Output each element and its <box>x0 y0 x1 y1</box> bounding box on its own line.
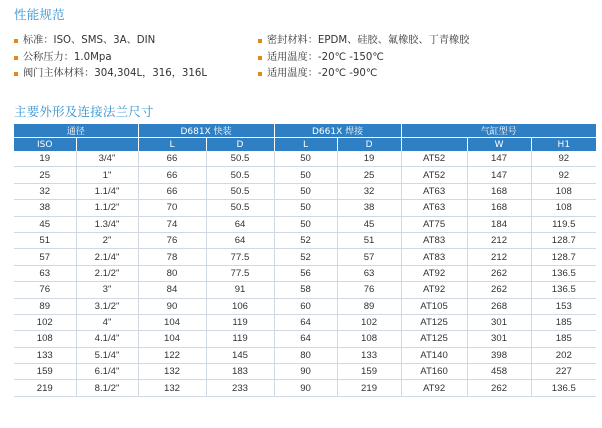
table-cell: AT125 <box>401 314 467 330</box>
subheader-w: W <box>467 138 531 152</box>
table-group-header-row <box>14 124 596 138</box>
table-cell: 60 <box>274 298 337 314</box>
table-cell: 84 <box>138 282 206 298</box>
spec-item <box>258 66 469 83</box>
table-cell: 38 <box>14 200 76 216</box>
spec-item <box>14 66 207 83</box>
header-d661x: D661X 焊接 <box>274 124 401 138</box>
table-row <box>14 347 596 363</box>
table-cell: 92 <box>531 167 596 183</box>
bullet-icon <box>14 39 18 43</box>
table-cell: 50.5 <box>206 151 274 167</box>
table-cell: 45 <box>337 216 401 232</box>
table-row <box>14 298 596 314</box>
subheader-iso: ISO <box>14 138 76 152</box>
table-cell: 108 <box>14 331 76 347</box>
dimensions-table <box>14 124 596 397</box>
table-cell: 5.1/4" <box>76 347 138 363</box>
table-cell: 64 <box>206 216 274 232</box>
spec-text: 适用温度：-20℃ -90℃ <box>267 68 378 79</box>
table-cell: 80 <box>274 347 337 363</box>
table-cell: 262 <box>467 380 531 396</box>
table-cell: 128.7 <box>531 249 596 265</box>
header-d681x: D681X 快装 <box>138 124 274 138</box>
subheader-h1: H1 <box>531 138 596 152</box>
table-row <box>14 151 596 167</box>
spec-item <box>258 50 469 67</box>
table-cell: 74 <box>138 216 206 232</box>
spec-text: 密封材料：EPDM、硅胶、氟橡胶、丁青橡胶 <box>267 35 470 46</box>
table-cell: 70 <box>138 200 206 216</box>
table-cell: 153 <box>531 298 596 314</box>
spec-item <box>14 33 207 50</box>
table-cell: 90 <box>138 298 206 314</box>
table-cell: 6.1/4" <box>76 364 138 380</box>
table-cell: 168 <box>467 200 531 216</box>
table-cell: 2" <box>76 232 138 248</box>
table-cell: 398 <box>467 347 531 363</box>
header-cylinder: 气缸型号 <box>401 124 596 138</box>
table-cell: 64 <box>274 314 337 330</box>
table-cell: 32 <box>337 183 401 199</box>
table-cell: 50 <box>274 167 337 183</box>
table-cell: 58 <box>274 282 337 298</box>
table-cell: 76 <box>337 282 401 298</box>
table-cell: 122 <box>138 347 206 363</box>
table-cell: 38 <box>337 200 401 216</box>
table-cell: 212 <box>467 232 531 248</box>
table-cell: 66 <box>138 167 206 183</box>
table-cell: AT140 <box>401 347 467 363</box>
spec-text: 公称压力：1.0Mpa <box>23 51 112 63</box>
table-cell: 80 <box>138 265 206 281</box>
table-cell: 133 <box>337 347 401 363</box>
table-cell: 119 <box>206 331 274 347</box>
table-cell: 50.5 <box>206 167 274 183</box>
table-cell: 183 <box>206 364 274 380</box>
table-cell: 119 <box>206 314 274 330</box>
table-cell: 89 <box>14 298 76 314</box>
table-cell: 168 <box>467 183 531 199</box>
table-cell: 89 <box>337 298 401 314</box>
table-cell: 119.5 <box>531 216 596 232</box>
spec-text: 适用温度：-20℃ -150℃ <box>267 51 384 63</box>
table-cell: 19 <box>14 151 76 167</box>
table-cell: AT92 <box>401 265 467 281</box>
spec-text: 阀门主体材料：304,304L，316，316L <box>23 68 208 79</box>
table-cell: 25 <box>14 167 76 183</box>
table-cell: 4.1/4" <box>76 331 138 347</box>
table-cell: 19 <box>337 151 401 167</box>
table-cell: 50 <box>274 200 337 216</box>
table-cell: AT125 <box>401 331 467 347</box>
table-cell: 92 <box>531 151 596 167</box>
table-cell: AT52 <box>401 151 467 167</box>
table-row <box>14 380 596 396</box>
table-cell: 212 <box>467 249 531 265</box>
table-cell: 233 <box>206 380 274 396</box>
table-cell: 57 <box>14 249 76 265</box>
table-cell: 202 <box>531 347 596 363</box>
specs-left-column <box>14 33 207 83</box>
table-row <box>14 232 596 248</box>
header-bore: 通径 <box>14 124 138 138</box>
table-cell: 64 <box>274 331 337 347</box>
table-cell: AT75 <box>401 216 467 232</box>
table-cell: 136.5 <box>531 282 596 298</box>
table-cell: 159 <box>14 364 76 380</box>
table-cell: 52 <box>274 249 337 265</box>
spec-text: 标准：ISO、SMS、3A、DIN <box>23 35 156 46</box>
table-cell: 3" <box>76 282 138 298</box>
table-cell: AT83 <box>401 232 467 248</box>
section-title-specs: 性能规范 <box>14 7 65 22</box>
table-cell: 159 <box>337 364 401 380</box>
table-cell: 50 <box>274 151 337 167</box>
table-cell: 219 <box>337 380 401 396</box>
table-cell: 3.1/2" <box>76 298 138 314</box>
table-cell: 50.5 <box>206 200 274 216</box>
table-cell: 136.5 <box>531 380 596 396</box>
table-cell: 1.1/4" <box>76 183 138 199</box>
table-sub-header-row <box>14 138 596 152</box>
table-cell: 63 <box>14 265 76 281</box>
table-cell: 2.1/2" <box>76 265 138 281</box>
table-cell: 145 <box>206 347 274 363</box>
table-cell: AT160 <box>401 364 467 380</box>
table-row <box>14 282 596 298</box>
table-cell: 90 <box>274 364 337 380</box>
table-cell: 45 <box>14 216 76 232</box>
table-cell: 50.5 <box>206 183 274 199</box>
table-cell: AT92 <box>401 282 467 298</box>
table-cell: 32 <box>14 183 76 199</box>
table-cell: 106 <box>206 298 274 314</box>
table-cell: 66 <box>138 151 206 167</box>
table-cell: 76 <box>14 282 76 298</box>
table-cell: 147 <box>467 167 531 183</box>
spec-item <box>14 50 207 67</box>
table-cell: 77.5 <box>206 265 274 281</box>
table-row <box>14 216 596 232</box>
table-cell: 78 <box>138 249 206 265</box>
subheader-model <box>401 138 467 152</box>
table-cell: 227 <box>531 364 596 380</box>
bullet-icon <box>258 56 262 60</box>
table-cell: 50 <box>274 216 337 232</box>
subheader-l: L <box>274 138 337 152</box>
bullet-icon <box>258 72 262 76</box>
table-cell: 51 <box>337 232 401 248</box>
table-cell: 104 <box>138 331 206 347</box>
table-row <box>14 331 596 347</box>
table-cell: 50 <box>274 183 337 199</box>
table-cell: 102 <box>337 314 401 330</box>
table-cell: 76 <box>138 232 206 248</box>
table-cell: 63 <box>337 265 401 281</box>
table-cell: 91 <box>206 282 274 298</box>
subheader-d: D <box>337 138 401 152</box>
table-cell: AT63 <box>401 183 467 199</box>
table-cell: 1.1/2" <box>76 200 138 216</box>
table-cell: 108 <box>531 183 596 199</box>
table-cell: 2.1/4" <box>76 249 138 265</box>
table-cell: 66 <box>138 183 206 199</box>
subheader-d: D <box>206 138 274 152</box>
specs-right-column <box>258 33 469 83</box>
table-cell: 185 <box>531 314 596 330</box>
table-cell: AT63 <box>401 200 467 216</box>
subheader-l: L <box>138 138 206 152</box>
table-cell: 132 <box>138 380 206 396</box>
table-row <box>14 200 596 216</box>
section-title-dimensions: 主要外形及连接法兰尺寸 <box>14 104 154 119</box>
table-row <box>14 314 596 330</box>
table-row <box>14 249 596 265</box>
table-cell: 262 <box>467 282 531 298</box>
table-cell: 133 <box>14 347 76 363</box>
table-cell: 132 <box>138 364 206 380</box>
table-cell: 90 <box>274 380 337 396</box>
table-cell: 301 <box>467 314 531 330</box>
bullet-icon <box>14 56 18 60</box>
table-cell: AT105 <box>401 298 467 314</box>
table-body <box>14 151 596 396</box>
table-cell: 262 <box>467 265 531 281</box>
table-cell: 8.1/2" <box>76 380 138 396</box>
table-cell: 52 <box>274 232 337 248</box>
table-cell: 184 <box>467 216 531 232</box>
table-cell: 268 <box>467 298 531 314</box>
table-cell: 64 <box>206 232 274 248</box>
table-row <box>14 167 596 183</box>
table-cell: 56 <box>274 265 337 281</box>
table-cell: 128.7 <box>531 232 596 248</box>
table-cell: 108 <box>531 200 596 216</box>
table-cell: AT83 <box>401 249 467 265</box>
bullet-icon <box>14 72 18 76</box>
spec-item <box>258 33 469 50</box>
table-cell: 458 <box>467 364 531 380</box>
table-cell: 102 <box>14 314 76 330</box>
table-cell: 77.5 <box>206 249 274 265</box>
table-row <box>14 265 596 281</box>
table-cell: 51 <box>14 232 76 248</box>
table-cell: 104 <box>138 314 206 330</box>
table-cell: 136.5 <box>531 265 596 281</box>
table-cell: AT92 <box>401 380 467 396</box>
table-cell: 57 <box>337 249 401 265</box>
subheader-inch <box>76 138 138 152</box>
table-cell: 147 <box>467 151 531 167</box>
table-cell: 1" <box>76 167 138 183</box>
bullet-icon <box>258 39 262 43</box>
table-cell: 301 <box>467 331 531 347</box>
table-row <box>14 183 596 199</box>
table-cell: AT52 <box>401 167 467 183</box>
table-cell: 108 <box>337 331 401 347</box>
table-cell: 25 <box>337 167 401 183</box>
table-cell: 3/4" <box>76 151 138 167</box>
table-cell: 185 <box>531 331 596 347</box>
table-cell: 1.3/4" <box>76 216 138 232</box>
table-cell: 219 <box>14 380 76 396</box>
table-cell: 4" <box>76 314 138 330</box>
table-row <box>14 364 596 380</box>
